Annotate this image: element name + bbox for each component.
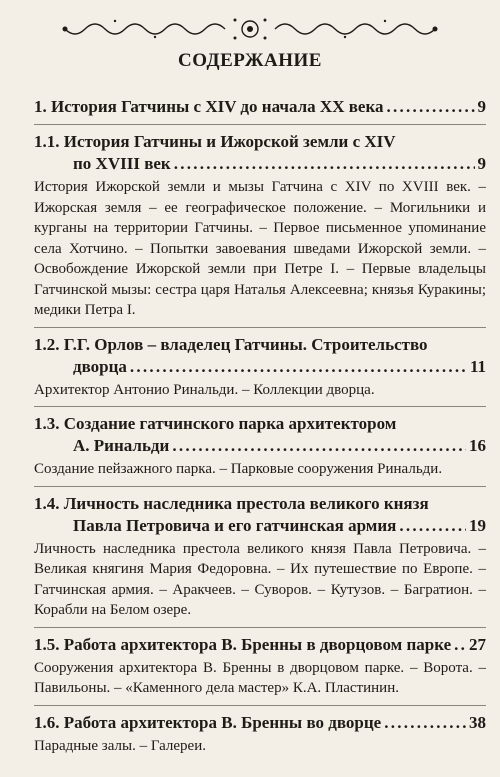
toc-entry-title: по XVIII век (73, 154, 171, 173)
toc-entry-description: Парадные залы. – Галереи. (34, 737, 206, 754)
toc-entry-description: Архитектор Антонио Ринальди. – Коллекции дворца. (34, 381, 375, 398)
toc-entry-page-number: 9 (477, 97, 486, 116)
toc-entry (34, 334, 486, 401)
header-ornament (55, 14, 445, 44)
toc-entry-description: Сооружения архитектора В. Бренны в дворцовом парке. – Ворота. – Павильоны. – «Каменного дела мастер» К.А. Пластинин. (34, 659, 486, 696)
toc-entry-page-number: 38 (469, 712, 486, 732)
toc-entry (34, 634, 486, 699)
toc-entry-title: Павла Петровича и его гатчинская армия (73, 515, 397, 535)
toc-entry-title: 1.3. Создание гатчинского парка архитектором (34, 414, 397, 433)
toc-entry-title: дворца (73, 356, 127, 376)
entry-divider (34, 327, 486, 328)
entry-divider (34, 486, 486, 487)
toc-entry-title: А. Ринальди (73, 436, 170, 455)
dot-leader (174, 153, 475, 175)
dot-leader (130, 356, 467, 378)
toc-entry-title: 1.1. История Гатчины и Ижорской земли с XIV (34, 132, 396, 151)
toc-entry-page-number: 27 (469, 634, 486, 654)
toc-entry-description: Личность наследника престола великого князя Павла Петровича. – Великая княгиня Мария Федоровна. – Их путешествие по Европе. – Гатчинская армия. – Аракчеев. – Суворов. – Кутузов. – Багратион. – Корабли на Белом озере. (34, 540, 486, 618)
dot-leader (387, 96, 475, 118)
dot-leader (172, 435, 466, 457)
toc-entry-title: 1.2. Г.Г. Орлов – владелец Гатчины. Строительство (34, 334, 428, 354)
table-of-contents (34, 96, 486, 756)
toc-entry-page-number: 19 (469, 515, 486, 535)
toc-entry-page-number: 9 (477, 154, 486, 173)
toc-entry-description: Создание пейзажного парка. – Парковые сооружения Ринальди. (34, 461, 443, 477)
toc-entry (34, 493, 486, 621)
toc-entry-description: История Ижорской земли и мызы Гатчина с XIV по XVIII век. – Ижорская земля – ее географическое положение. – Могильники и курганы на территории Гатчины. – Первое письменное упоминание села Хотчино. – Попытки завоевания шведами Ижорской земли. – Освобождение Ижорской земли при Петре I. – Первые владельцы Гатчинской мызы: сестра царя Наталья Алексеевна; князья Куракины; медики Петра I. (34, 179, 486, 318)
dot-leader (384, 712, 466, 734)
entry-divider (34, 627, 486, 628)
entry-divider (34, 705, 486, 706)
toc-entry (34, 413, 486, 480)
entry-divider (34, 124, 486, 125)
toc-entry (34, 96, 486, 118)
entry-divider (34, 406, 486, 407)
toc-entry-title: 1.4. Личность наследника престола великого князя (34, 493, 429, 513)
toc-entry (34, 131, 486, 321)
dot-leader (454, 634, 466, 656)
toc-entry-title: 1. История Гатчины с XIV до начала XX века (34, 97, 384, 116)
toc-entry-page-number: 16 (469, 436, 486, 455)
toc-entry-title: 1.6. Работа архитектора В. Бренны во дворце (34, 712, 382, 732)
toc-entry-page-number: 11 (469, 356, 486, 376)
toc-entry-title: 1.5. Работа архитектора В. Бренны в дворцовом парке (34, 634, 452, 654)
page-heading: СОДЕРЖАНИЕ (178, 50, 322, 71)
toc-entry (34, 712, 486, 757)
dot-leader (399, 515, 466, 537)
